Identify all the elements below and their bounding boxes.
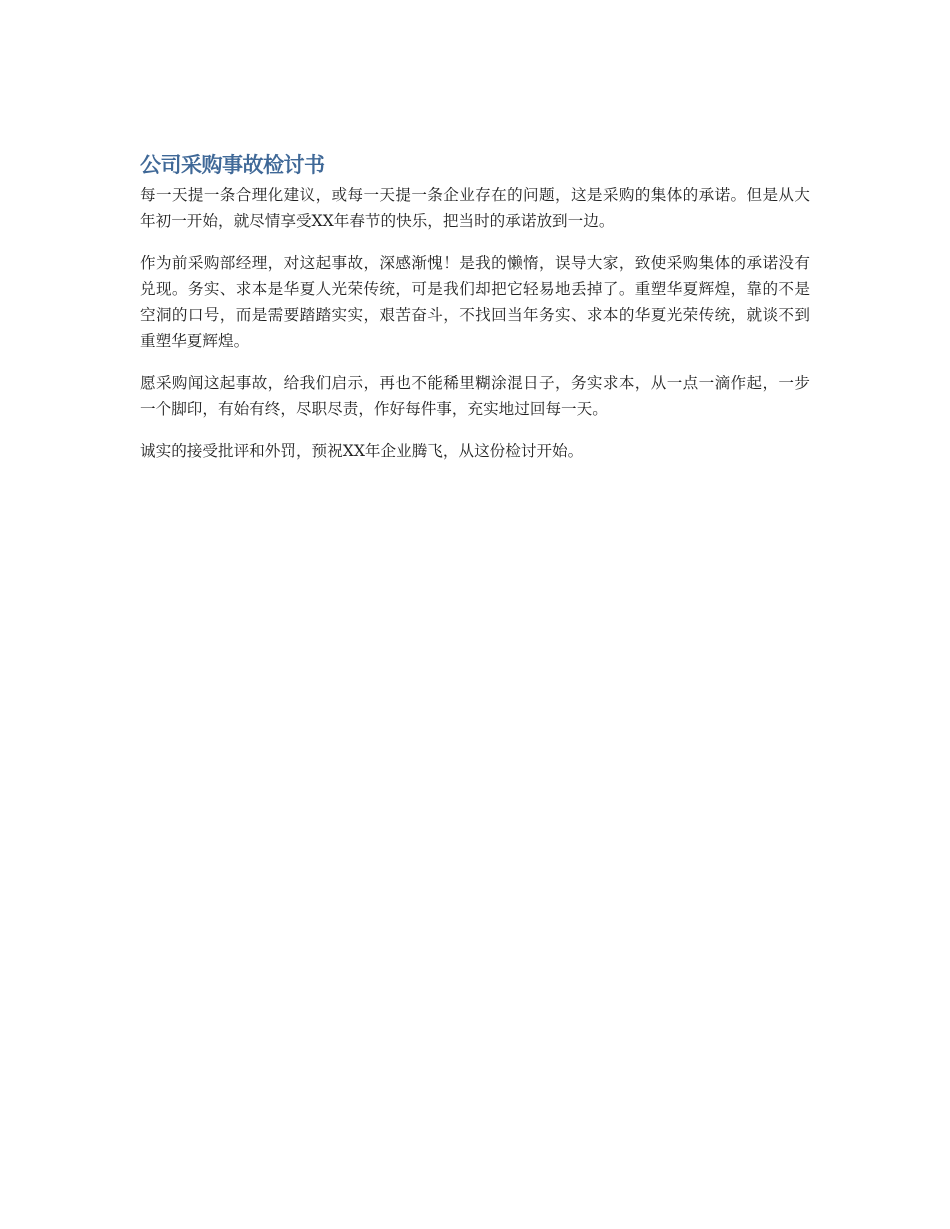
paragraph-3: 愿采购闻这起事故，给我们启示，再也不能稀里糊涂混日子，务实求本，从一点一滴作起，一步一个脚印，有始有终，尽职尽责，作好每件事，充实地过回每一天。 [140, 374, 810, 418]
document-body [140, 150, 810, 480]
paragraph-1: 每一天提一条合理化建议，或每一天提一条企业存在的问题，这是采购的集体的承诺。但是从大年初一开始，就尽情享受XX年春节的快乐，把当时的承诺放到一边。 [140, 186, 810, 230]
paragraph-2: 作为前采购部经理，对这起事故，深感渐愧！是我的懒惰，误导大家，致使采购集体的承诺没有兑现。务实、求本是华夏人光荣传统，可是我们却把它轻易地丢掉了。重塑华夏辉煌，靠的不是空洞的口号，而是需要踏踏实实，艰苦奋斗，不找回当年务实、求本的华夏光荣传统，就谈不到重塑华夏辉煌。 [140, 254, 810, 350]
document-title: 公司采购事故检讨书 [140, 153, 325, 177]
paragraph-4: 诚实的接受批评和外罚，预祝XX年企业腾飞，从这份检讨开始。 [140, 442, 584, 460]
